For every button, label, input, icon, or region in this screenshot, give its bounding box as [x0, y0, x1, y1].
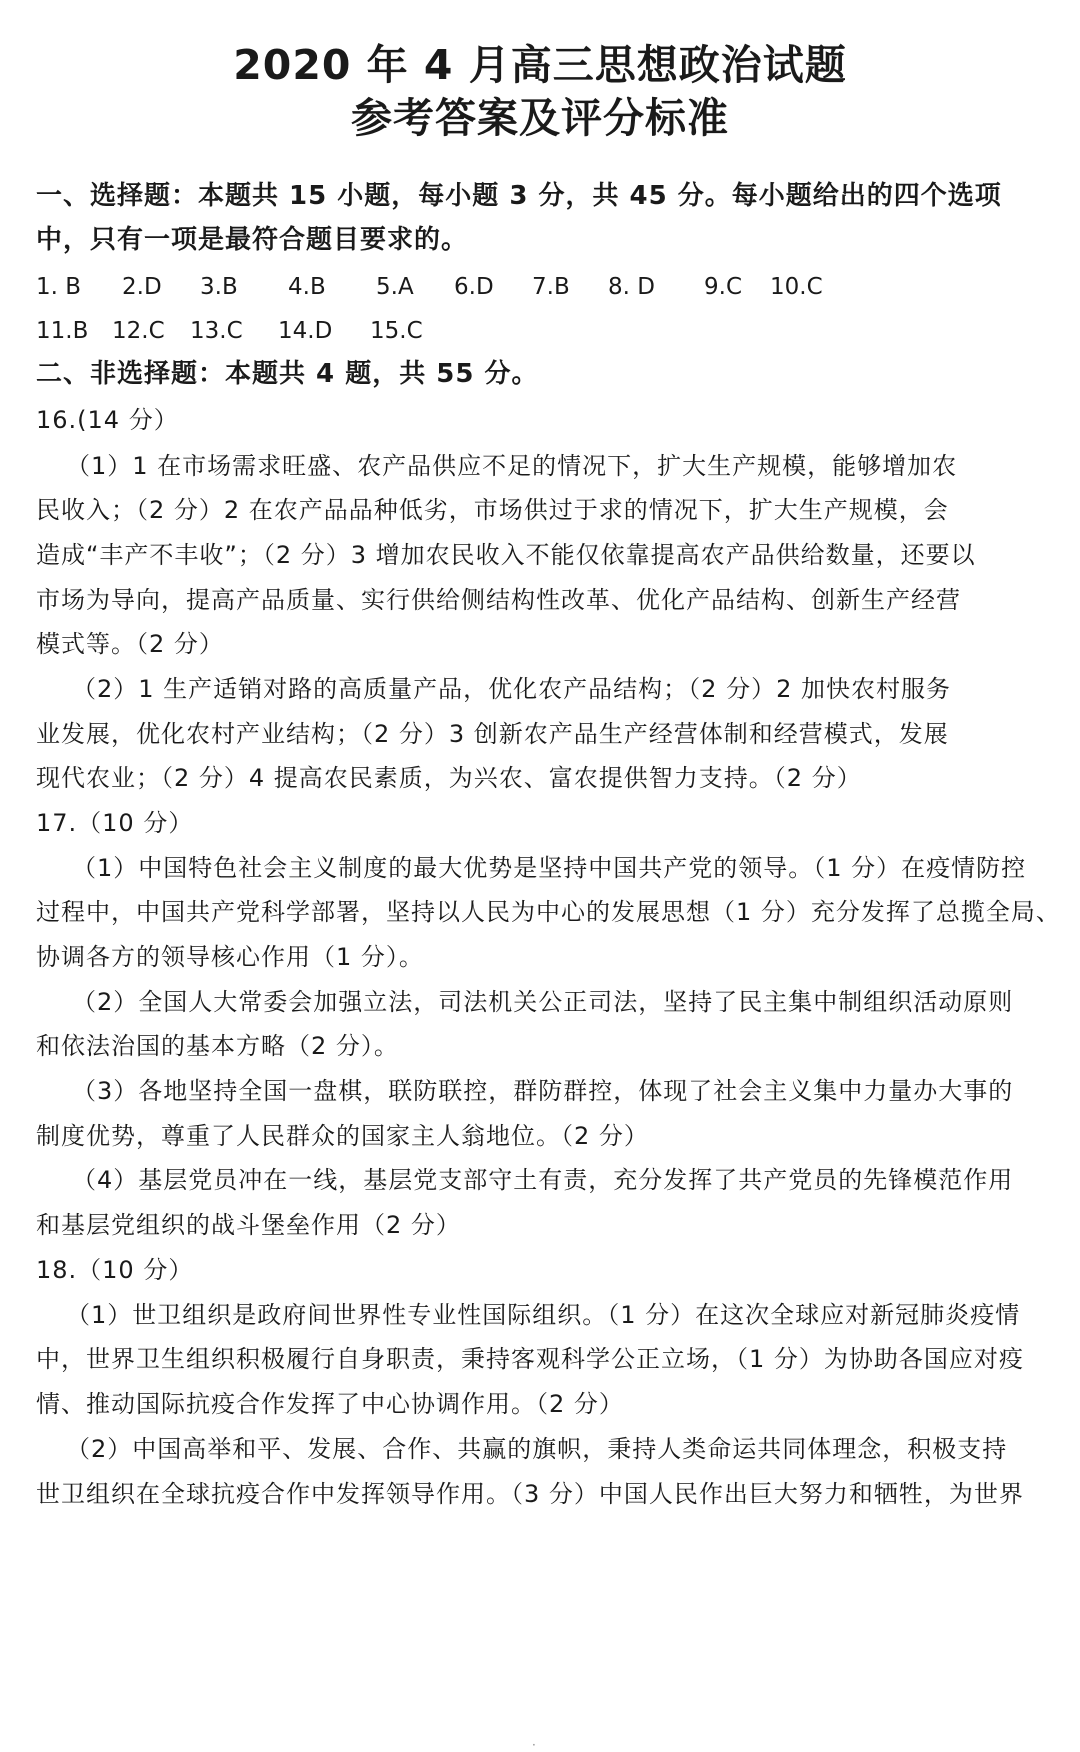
- document-subtitle: 参考答案及评分标准: [351, 94, 729, 142]
- q17-part4-line: （4）基层党员冲在一线，基层党支部守土有责，充分发挥了共产党员的先锋模范作用: [72, 1166, 1014, 1194]
- q17-part1-line: 过程中，中国共产党科学部署，坚持以人民为中心的发展思想（1 分）充分发挥了总揽全局、: [36, 898, 1061, 926]
- answer-item: 3.B: [200, 274, 238, 300]
- answer-item: 6.D: [454, 274, 494, 300]
- q16-part1-line: 市场为导向，提高产品质量、实行供给侧结构性改革、优化产品结构、创新生产经营: [36, 586, 961, 614]
- q16-part2-line: 现代农业；（2 分）4 提高农民素质，为兴农、富农提供智力支持。（2 分）: [36, 764, 862, 792]
- answer-item: 10.C: [770, 274, 823, 300]
- q18-part2-line: （2）中国高举和平、发展、合作、共赢的旗帜，秉持人类命运共同体理念，积极支持: [66, 1435, 1008, 1463]
- answer-item: 12.C: [112, 318, 165, 344]
- section2-heading: 二、非选择题：本题共 4 题，共 55 分。: [36, 359, 539, 389]
- question-18-label: 18.（10 分）: [36, 1256, 194, 1284]
- q18-part1-line: 中，世界卫生组织积极履行自身职责，秉持客观科学公正立场，（1 分）为协助各国应对疫: [36, 1345, 1024, 1373]
- page-footer-mark: ·: [532, 1738, 536, 1752]
- answer-row-1: [36, 271, 1046, 303]
- q16-part2-line: 业发展，优化农村产业结构；（2 分）3 创新农产品生产经营体制和经营模式，发展: [36, 720, 949, 748]
- q16-part1-line: 民收入；（2 分）2 在农产品品种低劣，市场供过于求的情况下，扩大生产规模，会: [36, 496, 949, 524]
- q16-part1-line: 造成“丰产不丰收”；（2 分）3 增加农民收入不能仅依靠提高农产品供给数量，还要以: [36, 541, 976, 569]
- q17-part2-line: （2）全国人大常委会加强立法，司法机关公正司法，坚持了民主集中制组织活动原则: [72, 988, 1014, 1016]
- q16-part1-line: 模式等。（2 分）: [36, 630, 224, 658]
- section1-heading-line2: 中，只有一项是最符合题目要求的。: [36, 225, 469, 255]
- answer-item: 14.D: [278, 318, 333, 344]
- question-16-label: 16.(14 分）: [36, 406, 179, 434]
- document-title: 2020 年 4 月高三思想政治试题: [233, 41, 847, 89]
- answer-item: 11.B: [36, 318, 89, 344]
- question-17-label: 17.（10 分）: [36, 809, 194, 837]
- q16-part1-line: （1）1 在市场需求旺盛、农产品供应不足的情况下，扩大生产规模，能够增加农: [66, 452, 958, 480]
- answer-item: 15.C: [370, 318, 423, 344]
- answer-row-2: [36, 315, 1046, 347]
- answer-item: 9.C: [704, 274, 743, 300]
- q18-part1-line: （1）世卫组织是政府间世界性专业性国际组织。（1 分）在这次全球应对新冠肺炎疫情: [66, 1301, 1021, 1329]
- answer-item: 5.A: [376, 274, 414, 300]
- q17-part2-line: 和依法治国的基本方略（2 分）。: [36, 1032, 399, 1060]
- q17-part3-line: 制度优势，尊重了人民群众的国家主人翁地位。（2 分）: [36, 1122, 649, 1150]
- q18-part1-line: 情、推动国际抗疫合作发挥了中心协调作用。（2 分）: [36, 1390, 624, 1418]
- q18-part2-line: 世卫组织在全球抗疫合作中发挥领导作用。（3 分）中国人民作出巨大努力和牺牲，为世界: [36, 1480, 1024, 1508]
- answer-item: 13.C: [190, 318, 243, 344]
- q17-part3-line: （3）各地坚持全国一盘棋，联防联控，群防群控，体现了社会主义集中力量办大事的: [72, 1077, 1014, 1105]
- answer-item: 2.D: [122, 274, 162, 300]
- q17-part4-line: 和基层党组织的战斗堡垒作用（2 分）: [36, 1211, 461, 1239]
- section1-heading-line1: 一、选择题：本题共 15 小题，每小题 3 分，共 45 分。每小题给出的四个选项: [36, 181, 1002, 211]
- answer-item: 8. D: [608, 274, 655, 300]
- q16-part2-line: （2）1 生产适销对路的高质量产品，优化农产品结构；（2 分）2 加快农村服务: [72, 675, 951, 703]
- answer-item: 1. B: [36, 274, 82, 300]
- answer-item: 4.B: [288, 274, 326, 300]
- q17-part1-line: （1）中国特色社会主义制度的最大优势是坚持中国共产党的领导。（1 分）在疫情防控: [72, 854, 1027, 882]
- answer-item: 7.B: [532, 274, 570, 300]
- q17-part1-line: 协调各方的领导核心作用（1 分）。: [36, 943, 424, 971]
